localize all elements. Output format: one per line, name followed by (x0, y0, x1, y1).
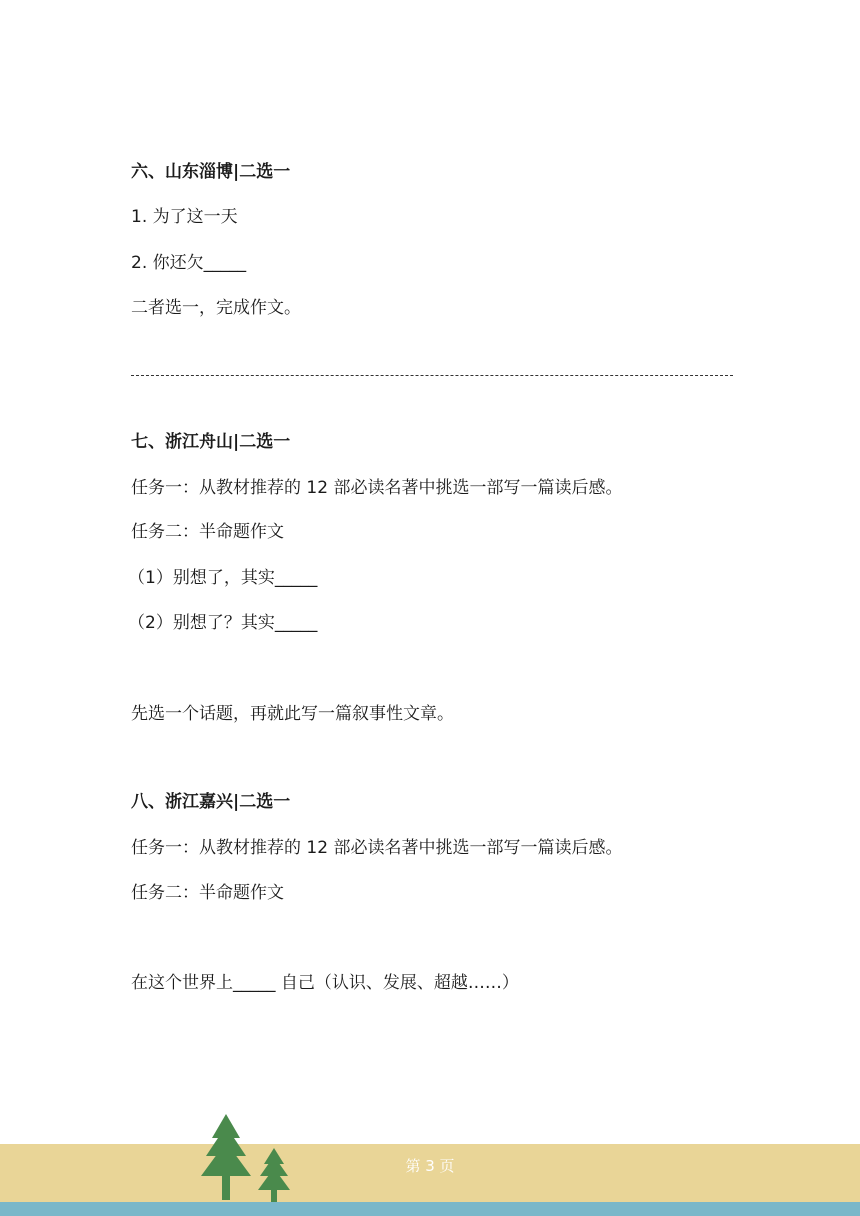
section6-instruction: 二者选一，完成作文。 (131, 298, 301, 318)
section-divider (131, 375, 733, 376)
section6-heading: 六、山东淄博|二选一 (131, 162, 291, 182)
section8-task-2: 任务二：半命题作文 (131, 883, 284, 903)
footer-water-strip (0, 1202, 860, 1216)
section7-option-1: （1）别想了，其实_____ (128, 568, 318, 588)
section8-task-1: 任务一：从教材推荐的 12 部必读名著中挑选一部写一篇读后感。 (131, 838, 623, 858)
section8-heading: 八、浙江嘉兴|二选一 (131, 792, 291, 812)
section6-item-2: 2. 你还欠_____ (131, 253, 247, 273)
section6-item-1: 1. 为了这一天 (131, 207, 238, 227)
section7-instruction: 先选一个话题，再就此写一篇叙事性文章。 (131, 704, 454, 724)
section7-task-1: 任务一：从教材推荐的 12 部必读名著中挑选一部写一篇读后感。 (131, 478, 623, 498)
section7-option-2: （2）别想了？其实_____ (128, 613, 318, 633)
section8-prompt: 在这个世界上_____ 自己（认识、发展、超越……） (131, 973, 519, 993)
section7-heading: 七、浙江舟山|二选一 (131, 432, 291, 452)
page-number: 第 3 页 (405, 1157, 455, 1175)
section7-task-2: 任务二：半命题作文 (131, 522, 284, 542)
